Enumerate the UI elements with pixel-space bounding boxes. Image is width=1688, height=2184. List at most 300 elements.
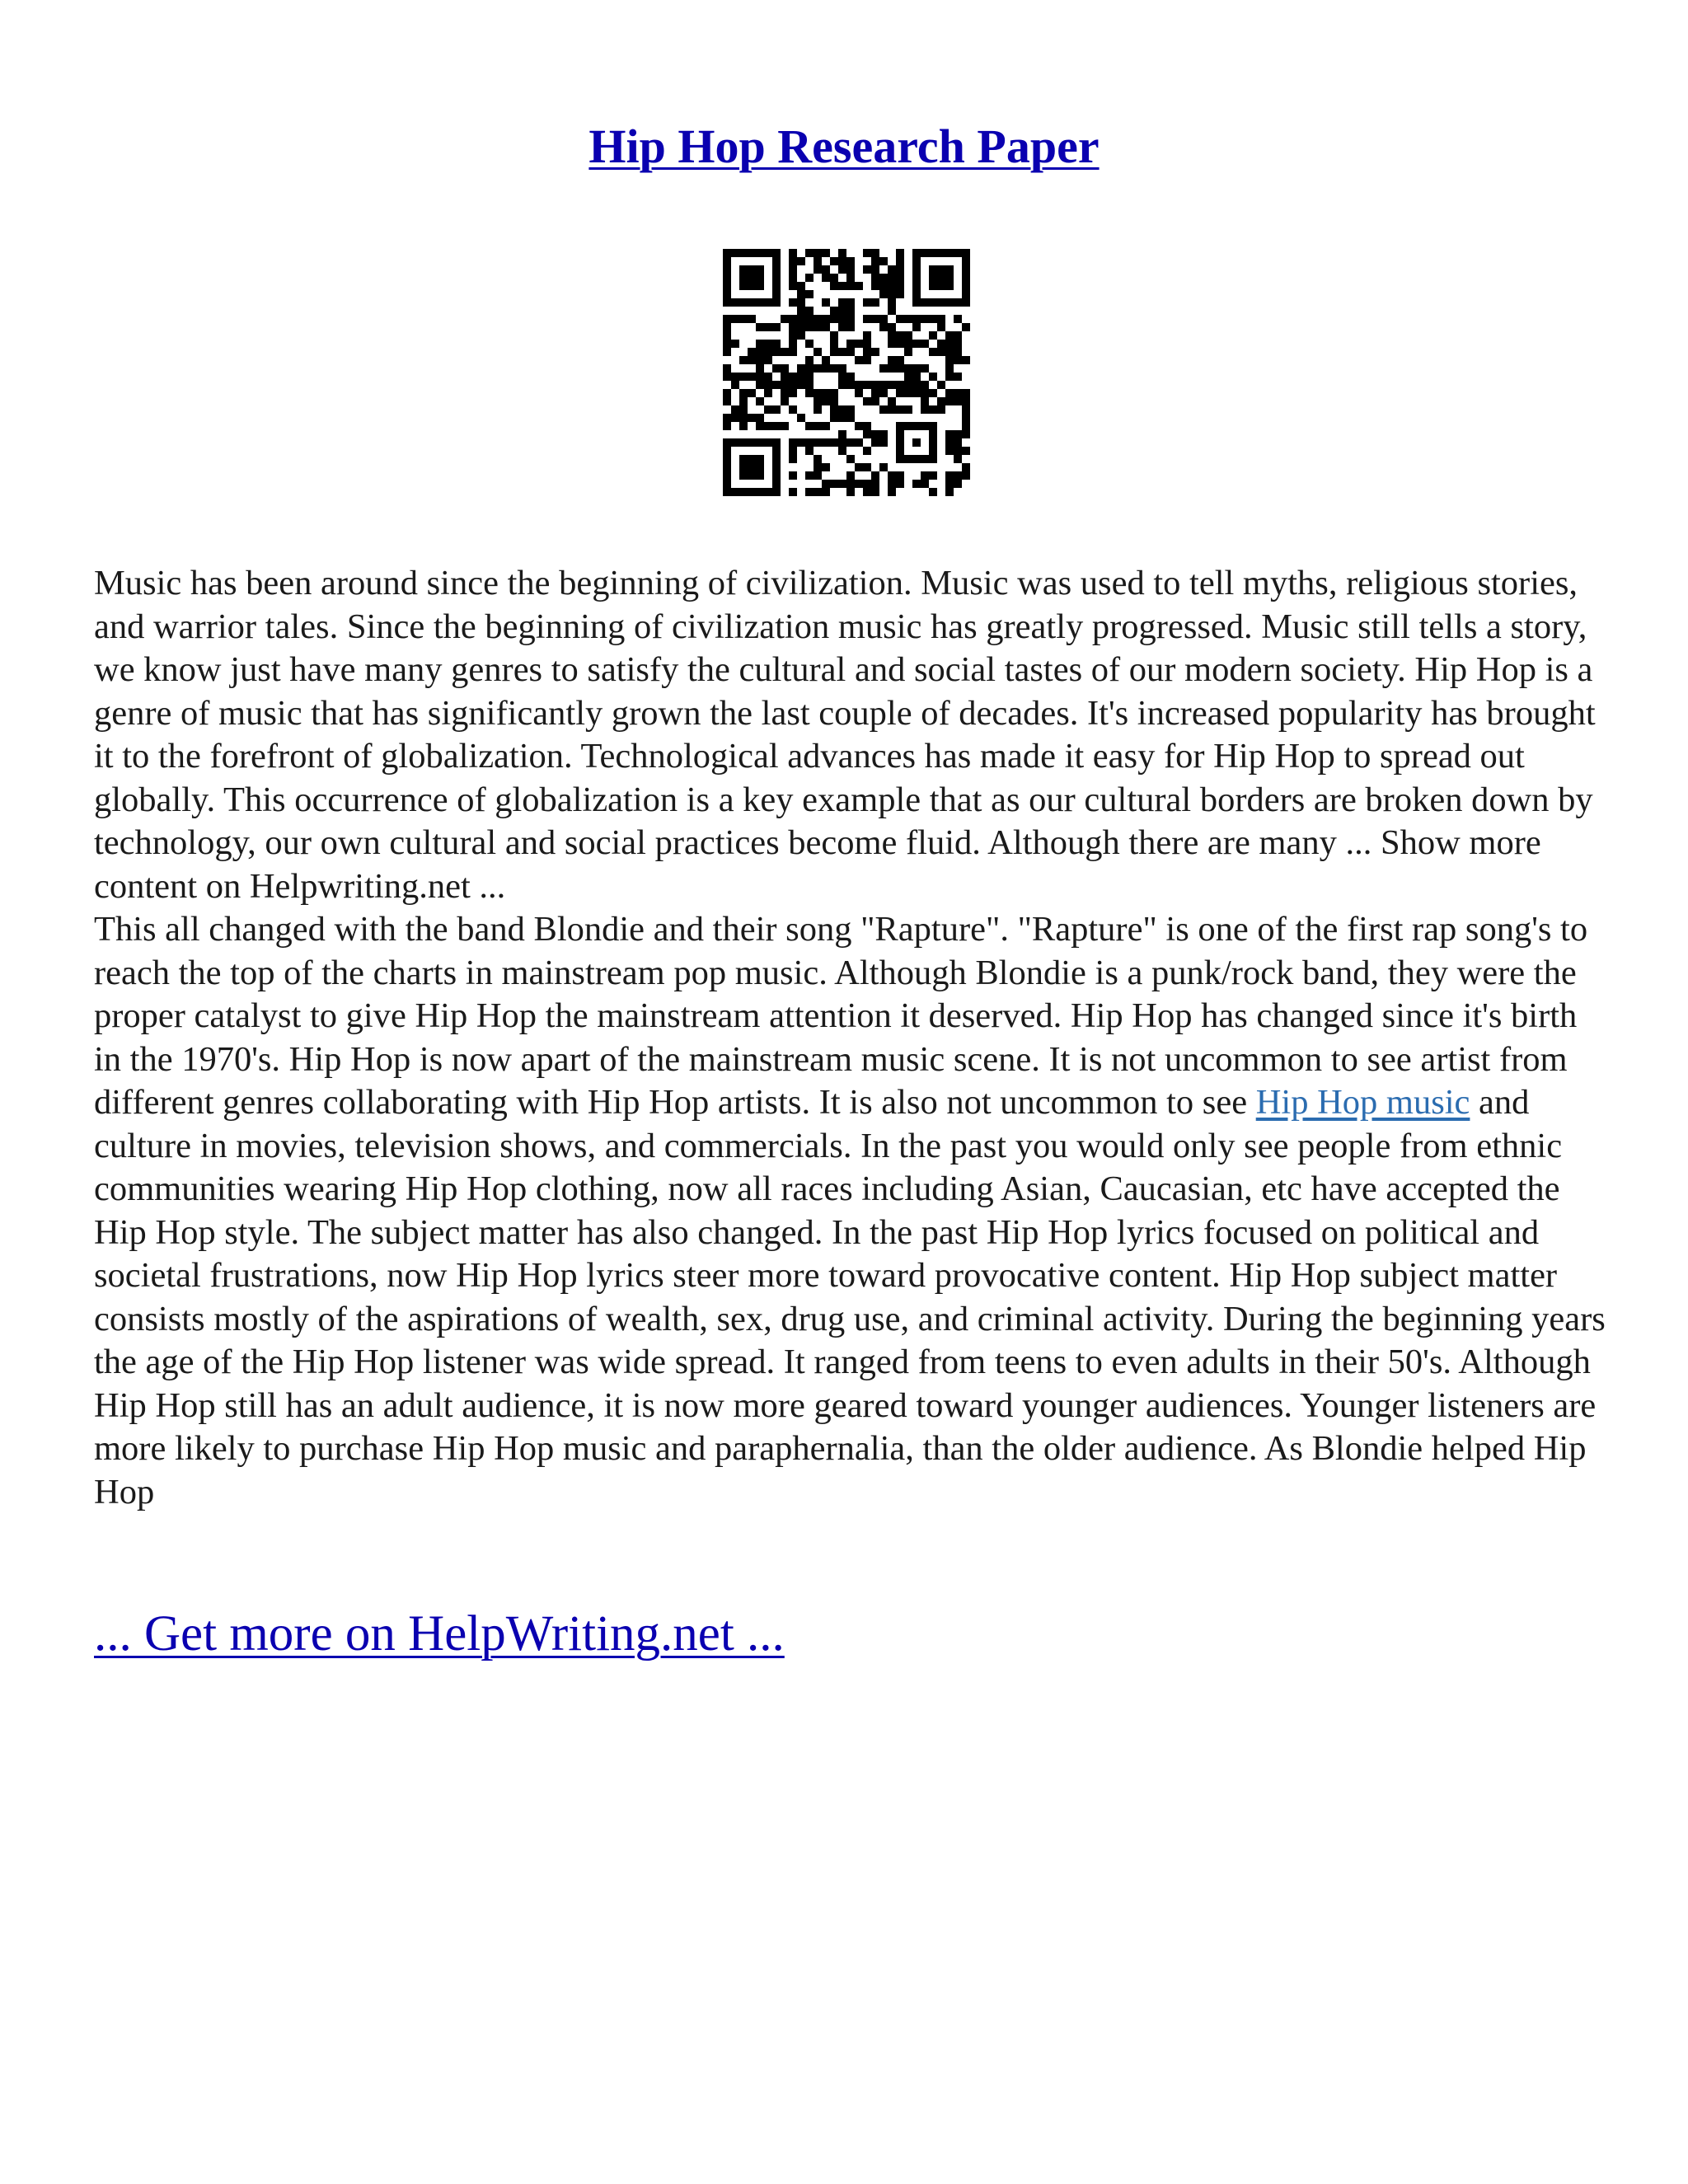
qr-module [814,389,822,397]
qr-module [814,438,822,447]
get-more-link[interactable]: ... Get more on HelpWriting.net ... [94,1606,785,1661]
qr-module [945,389,954,397]
qr-module [896,331,904,340]
qr-module [805,356,814,364]
qr-module [822,364,830,373]
qr-module [781,315,789,323]
qr-module [954,397,962,405]
qr-module [929,348,937,356]
qr-module [896,480,904,488]
qr-module [739,315,748,323]
qr-module [756,364,764,373]
qr-module [731,315,739,323]
qr-module [814,323,822,331]
qr-module [830,480,838,488]
qr-module [822,422,830,430]
qr-module [879,389,888,397]
qr-module [904,373,912,381]
qr-module [863,381,871,389]
qr-module [830,364,838,373]
qr-module [912,389,921,397]
qr-module [954,447,962,455]
qr-module [805,488,814,496]
qr-module [871,265,879,274]
qr-module [846,348,855,356]
qr-module [945,348,954,356]
paragraph [94,908,1611,1514]
qr-module [781,389,789,397]
hip-hop-music-link[interactable]: Hip Hop music [1255,1083,1470,1122]
qr-module [937,381,945,389]
qr-module [838,414,846,422]
qr-module [855,389,863,397]
qr-module [937,315,945,323]
qr-module [789,315,797,323]
qr-module [929,389,937,397]
qr-module [846,488,855,496]
qr-module [772,422,781,430]
qr-module [929,331,937,340]
qr-module [896,315,904,323]
qr-module [896,274,904,282]
qr-module [879,463,888,471]
qr-module [838,257,846,265]
qr-module [945,340,954,348]
qr-module [879,282,888,290]
qr-module [879,430,888,438]
qr-module [855,422,863,430]
qr-module [912,315,921,323]
qr-module [937,397,945,405]
qr-module [756,356,764,364]
qr-module [772,405,781,414]
qr-module [846,381,855,389]
qr-module [896,389,904,397]
qr-module [945,373,954,381]
qr-module [789,447,797,455]
qr-module [896,356,904,364]
qr-module [863,480,871,488]
qr-module [896,249,904,257]
qr-module [789,323,797,331]
qr-module [830,397,838,405]
qr-module [954,480,962,488]
qr-module [896,364,904,373]
qr-module [748,373,756,381]
qr-module [888,282,896,290]
qr-module [871,282,879,290]
qr-module [838,282,846,290]
qr-module [797,257,805,265]
qr-module [838,307,846,315]
qr-module [805,389,814,397]
qr-module [772,340,781,348]
qr-module [879,323,888,331]
qr-module [838,373,846,381]
qr-module [846,265,855,274]
qr-module [871,257,879,265]
qr-module [789,488,797,496]
qr-module [764,405,772,414]
qr-module [871,438,879,447]
qr-module [822,480,830,488]
qr-module [937,405,945,414]
qr-module [871,348,879,356]
qr-module [863,430,871,438]
qr-module [954,348,962,356]
qr-module [772,348,781,356]
qr-module [879,405,888,414]
qr-module [830,257,838,265]
qr-module [855,340,863,348]
qr-module [904,331,912,340]
qr-module [739,373,748,381]
qr-module [772,364,781,373]
qr-module [929,405,937,414]
qr-module [805,373,814,381]
qr-module [781,364,789,373]
qr-module [797,290,805,298]
qr-module [838,438,846,447]
qr-module [805,447,814,455]
qr-module [781,373,789,381]
qr-module [855,463,863,471]
qr-module [781,381,789,389]
qr-module [863,331,871,340]
qr-module [962,414,970,422]
qr-module [772,323,781,331]
qr-module [962,471,970,480]
qr-module [789,389,797,397]
qr-module [822,298,830,307]
qr-module [896,257,904,265]
qr-module [945,397,954,405]
qr-module [797,298,805,307]
qr-module [756,397,764,405]
qr-module [888,488,896,496]
qr-module [739,397,748,405]
qr-module [814,455,822,463]
qr-module [838,447,846,455]
qr-module [863,356,871,364]
qr-module [888,290,896,298]
qr-module [846,373,855,381]
qr-module [846,455,855,463]
qr-module [945,364,954,373]
qr-module [929,315,937,323]
qr-module [830,405,838,414]
qr-module [904,389,912,397]
qr-module [863,249,871,257]
qr-module [879,364,888,373]
qr-module [764,323,772,331]
qr-module [797,307,805,315]
qr-module [756,373,764,381]
qr-module [871,381,879,389]
qr-module [855,356,863,364]
qr-module [962,463,970,471]
qr-module [723,340,731,348]
qr-module [805,422,814,430]
qr-module [748,389,756,397]
qr-module [822,274,830,282]
qr-module [855,480,863,488]
qr-module [756,348,764,356]
qr-module [846,274,855,282]
qr-module [863,488,871,496]
qr-module [945,356,954,364]
qr-module [805,274,814,282]
qr-module [789,340,797,348]
qr-module [781,422,789,430]
qr-module [748,414,756,422]
qr-module [855,438,863,447]
paragraph: Music has been around since the beginning of civilization. Music was used to tell myths, religious stories, and warrior tales. Since the beginning of civilization music has greatly progressed. Music still tells a story, we know just have many genres to satisfy the cultural and social tastes of our modern society. Hip Hop is a genre of music that has significantly grown the last couple of decades. It's increased popularity has brought it to the forefront of globalization. Technological advances has made it easy for Hip Hop to spread out globally. This occurrence of globalization is a key example that as our cultural borders are broken down by technology, our own cultural and social practices become fluid. Although there are many ... Show more content on Helpwriting.net ... [94,564,1596,906]
qr-module [846,340,855,348]
qr-module [888,298,896,307]
qr-module [921,405,929,414]
qr-module [888,265,896,274]
qr-module [954,331,962,340]
qr-module [805,381,814,389]
qr-module [896,265,904,274]
qr-module [748,356,756,364]
qr-module [789,405,797,414]
qr-module [871,315,879,323]
qr-module [954,315,962,323]
qr-module [830,274,838,282]
qr-module [739,414,748,422]
qr-module [723,323,731,331]
qr-module [929,373,937,381]
qr-module [945,430,954,438]
qr-module [954,373,962,381]
qr-module [822,356,830,364]
qr-module [846,257,855,265]
qr-module [781,348,789,356]
qr-module [814,488,822,496]
qr-module [805,340,814,348]
qr-module [846,315,855,323]
qr-module [838,348,846,356]
qr-module [962,397,970,405]
qr-module [904,315,912,323]
qr-module [822,438,830,447]
qr-module [937,323,945,331]
qr-module [912,364,921,373]
qr-module [888,274,896,282]
qr-module [846,480,855,488]
qr-module [756,422,764,430]
qr-module [822,315,830,323]
qr-module [863,298,871,307]
qr-module [945,438,954,447]
qr-module [896,290,904,298]
qr-module [764,356,772,364]
qr-module [855,282,863,290]
qr-module [822,265,830,274]
qr-module [830,348,838,356]
qr-module [789,471,797,480]
qr-module [954,356,962,364]
qr-module [731,381,739,389]
qr-module [879,274,888,282]
qr-module [888,323,896,331]
qr-module [789,373,797,381]
qr-module [863,265,871,274]
qr-module [731,414,739,422]
qr-module [764,381,772,389]
paragraph-text: and culture in movies, television shows, and commercials. In the past you would only see people from ethnic communities wearing Hip Hop clothing, now all races including Asian, Caucasian, etc have accepted the Hip Hop style. The subject matter has also changed. In the past Hip Hop lyrics focused on political and societal frustrations, now Hip Hop lyrics steer more toward provocative content. Hip Hop subject matter consists mostly of the aspirations of wealth, sex, drug use, and criminal activity. During the beginning years the age of the Hip Hop listener was wide spread. It ranged from teens to even adults in their 50's. Although Hip Hop still has an adult audience, it is now more geared toward younger audiences. Younger listeners are more likely to purchase Hip Hop music and paraphernalia, than the older audience. As Blondie helped Hip Hop [94,1083,1606,1511]
qr-module [830,414,838,422]
qr-module [871,430,879,438]
qr-module [962,323,970,331]
qr-module [723,422,731,430]
qr-module [830,438,838,447]
qr-module [945,488,954,496]
qr-module [962,356,970,364]
qr-module [822,463,830,471]
qr-module [814,405,822,414]
qr-module [814,257,822,265]
qr-module [962,405,970,414]
qr-module [789,274,797,282]
qr-module [838,381,846,389]
title-link[interactable]: Hip Hop Research Paper [588,120,1100,173]
qr-module [962,422,970,430]
qr-module [830,389,838,397]
qr-module [805,307,814,315]
qr-module [789,298,797,307]
qr-module [912,381,921,389]
qr-module [871,389,879,397]
qr-module [723,389,731,397]
qr-module [888,356,896,364]
qr-module [805,290,814,298]
qr-module [945,471,954,480]
qr-module [830,331,838,340]
qr-module [896,340,904,348]
qr-module [814,348,822,356]
qr-module [830,340,838,348]
qr-module [912,373,921,381]
qr-module [888,381,896,389]
qr-module [921,364,929,373]
qr-module [937,340,945,348]
qr-module [879,381,888,389]
qr-module [764,422,772,430]
qr-module [764,389,772,397]
qr-module [846,307,855,315]
qr-module [723,373,731,381]
qr-module [789,348,797,356]
paragraph-text: This all changed with the band Blondie and their song "Rapture". "Rapture" is one of the first rap song's to reach the top of the charts in mainstream pop music. Although Blondie is a punk/rock band, they were the proper catalyst to give Hip Hop the mainstream attention it deserved. Hip Hop has changed since it's birth in the 1970's. Hip Hop is now apart of the mainstream music scene. It is not uncommon to see artist from different genres collaborating with Hip Hop artists. It is also not uncommon to see [94,910,1588,1122]
qr-module [846,414,855,422]
qr-module [896,405,904,414]
qr-module [904,348,912,356]
qr-module [888,471,896,480]
qr-module [739,422,748,430]
qr-module [814,422,822,430]
qr-module [904,405,912,414]
get-more-container [94,1603,785,1666]
qr-module [888,405,896,414]
qr-module [764,348,772,356]
qr-module [904,364,912,373]
qr-module [797,323,805,331]
qr-module [929,471,937,480]
qr-module [822,389,830,397]
qr-module [846,323,855,331]
qr-module [896,471,904,480]
qr-module [921,397,929,405]
qr-module [797,381,805,389]
qr-module [756,340,764,348]
qr-module [863,340,871,348]
qr-module [954,389,962,397]
qr-module [731,405,739,414]
qr-module [846,405,855,414]
qr-module [863,315,871,323]
qr-module [723,364,731,373]
qr-module [838,364,846,373]
qr-module [797,331,805,340]
qr-module [830,282,838,290]
qr-module [921,315,929,323]
qr-module [764,340,772,348]
qr-module [904,381,912,389]
qr-module [879,438,888,447]
qr-module [846,438,855,447]
qr-module [937,348,945,356]
qr-module [789,455,797,463]
qr-module [723,331,731,340]
qr-module [888,331,896,340]
qr-module [838,298,846,307]
qr-module [838,480,846,488]
qr-module [789,249,797,257]
qr-module [871,298,879,307]
qr-module [838,249,846,257]
qr-module [772,381,781,389]
qr-module [846,282,855,290]
qr-module [814,249,822,257]
qr-module [830,307,838,315]
qr-module [954,340,962,348]
qr-module [805,315,814,323]
article-body [94,562,1611,1514]
qr-module [822,488,830,496]
qr-module [797,364,805,373]
qr-module [756,381,764,389]
qr-module [912,323,921,331]
qr-module [838,315,846,323]
qr-module [871,480,879,488]
qr-module [954,471,962,480]
qr-module [814,315,822,323]
qr-module [789,257,797,265]
qr-module [723,315,731,323]
qr-module [731,340,739,348]
qr-module [879,257,888,265]
qr-module [855,381,863,389]
qr-module [756,323,764,331]
qr-module [797,315,805,323]
qr-module [904,340,912,348]
qr-module [871,274,879,282]
qr-module [954,438,962,447]
qr-module [739,405,748,414]
